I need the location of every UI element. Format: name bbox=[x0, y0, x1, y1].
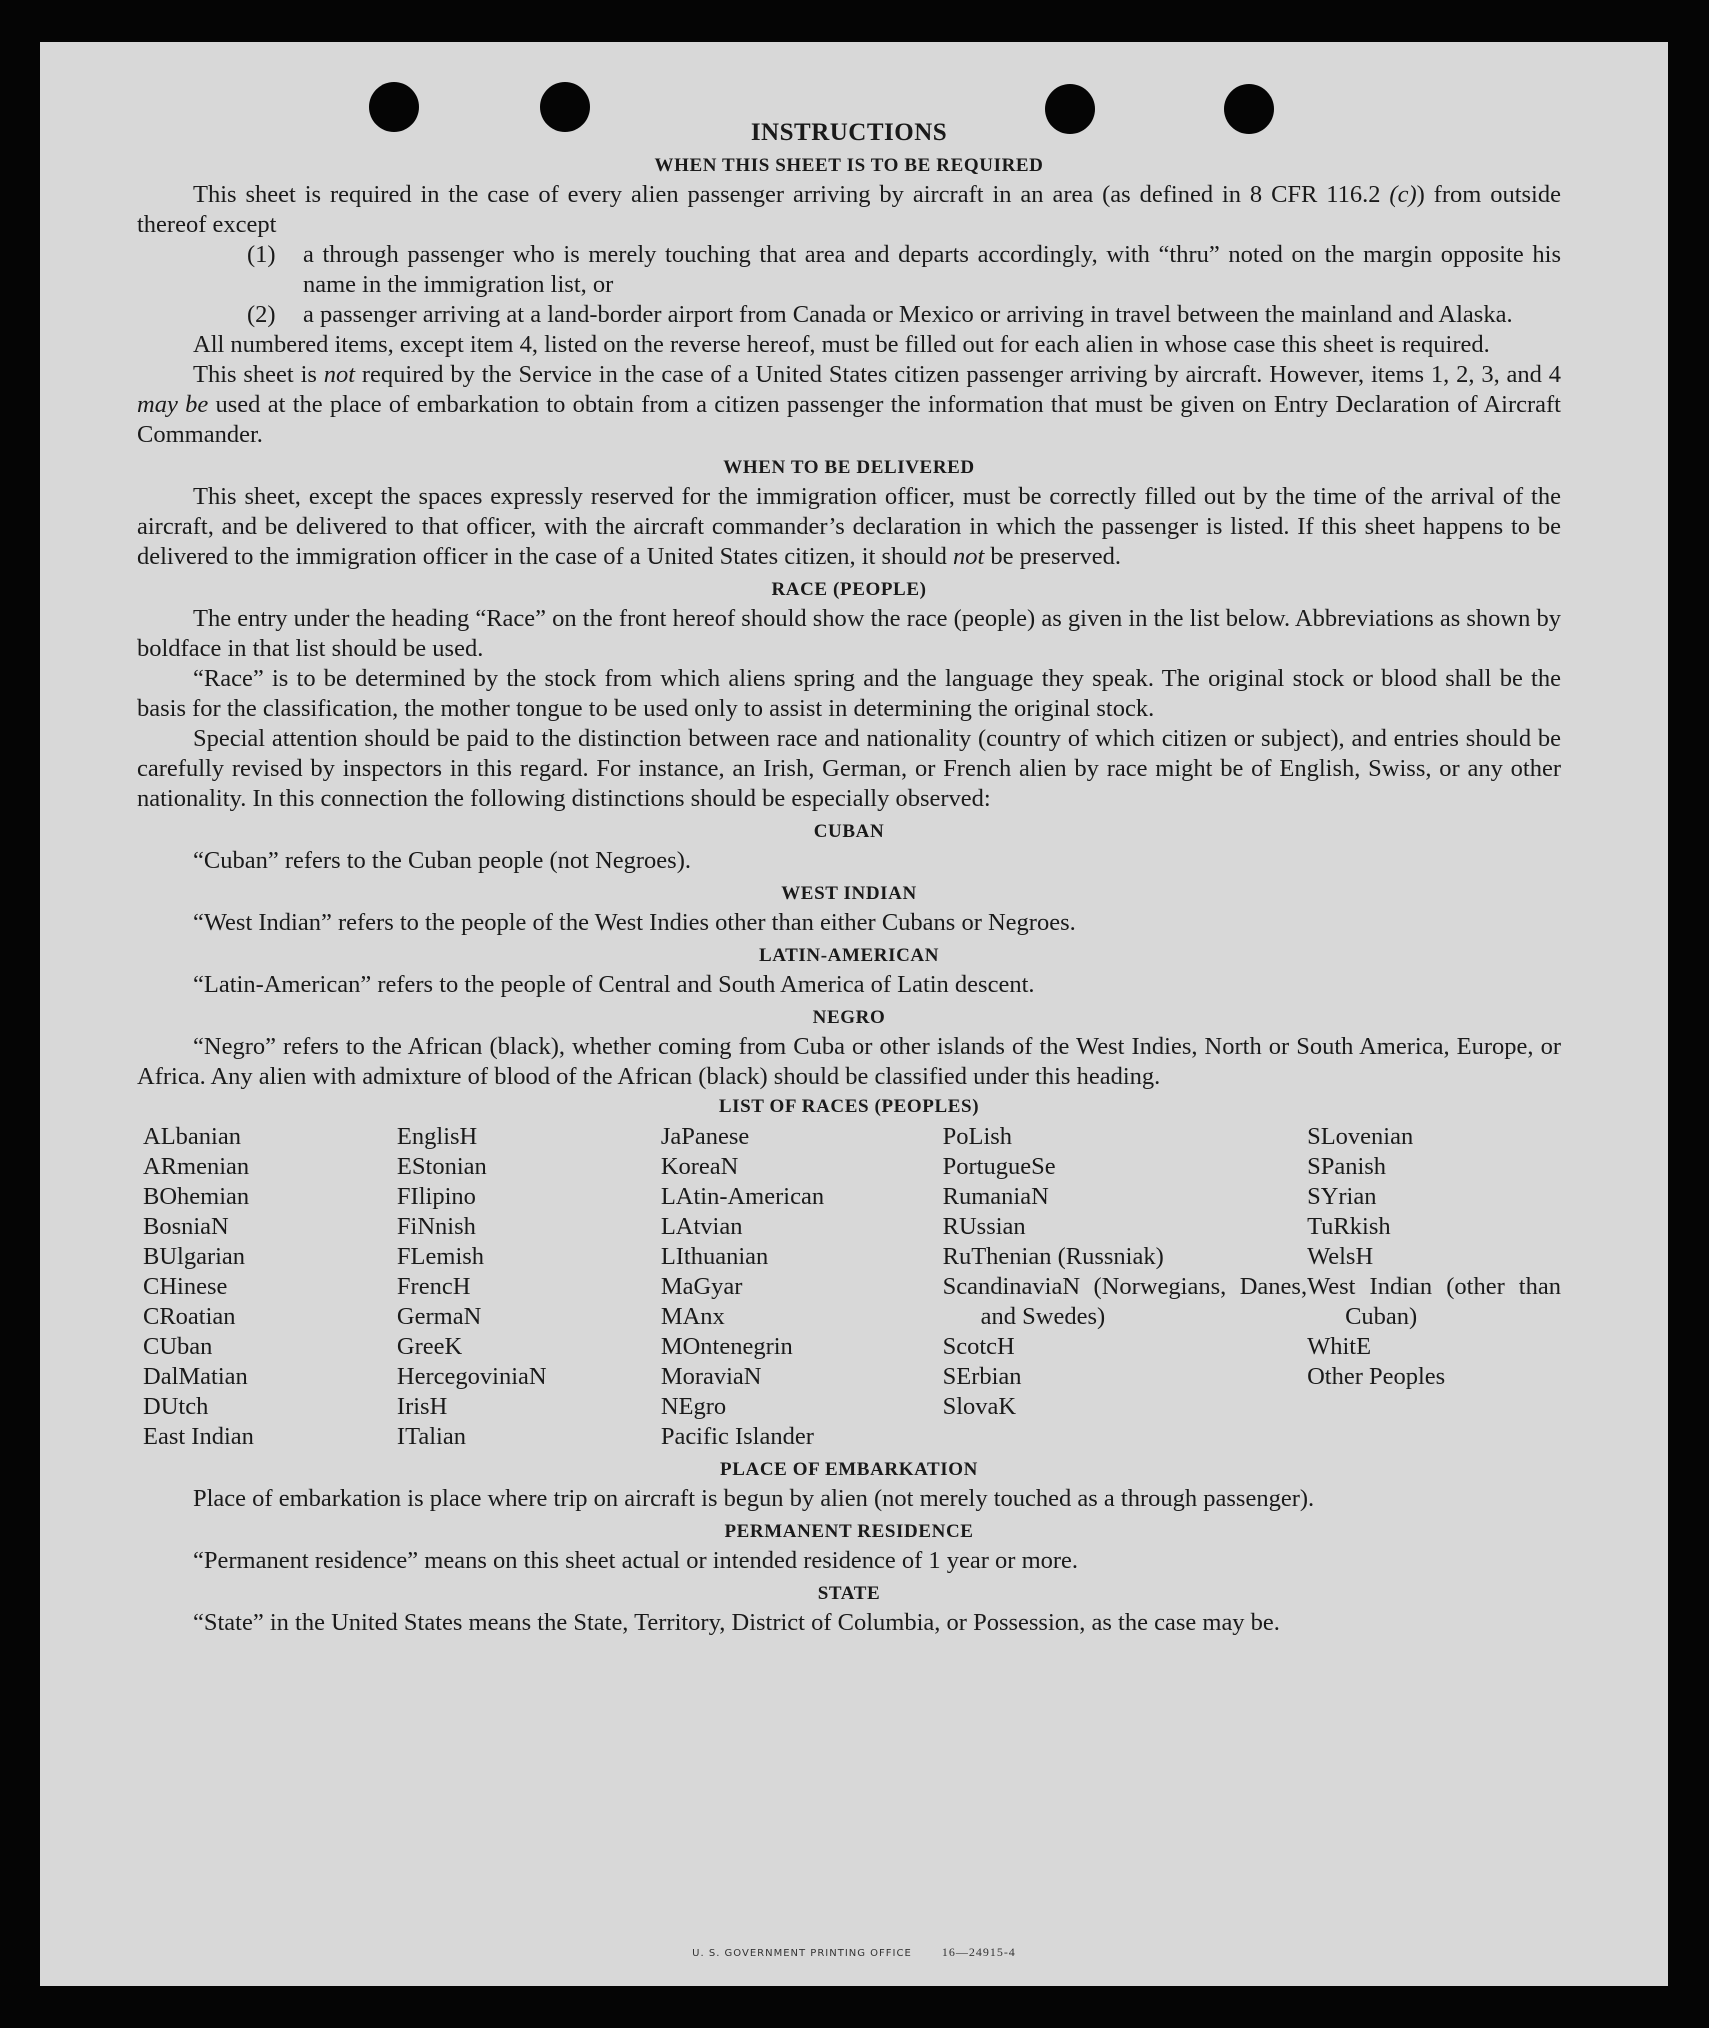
instructions-body bbox=[137, 118, 1561, 1638]
text-segment: be preserved. bbox=[984, 543, 1122, 570]
text-segment: This sheet, except the spaces expressly reserved for the immigration officer, must be correctly filled out by the time of the arrival of the aircraft, and be delivered to that officer, with the aircraft commander’s declaration in which the passenger is listed. If this sheet happens to be delivered to the immigration officer in the case of a United States citizen, it should bbox=[137, 483, 1561, 570]
race-entry: SErbian bbox=[942, 1363, 1022, 1390]
race-entry: FiNnish bbox=[396, 1213, 476, 1240]
race-entry: DalMatian bbox=[143, 1363, 248, 1390]
item-number: (2) bbox=[247, 301, 276, 328]
paragraph bbox=[137, 360, 1561, 450]
race-entry: JaPanese bbox=[660, 1123, 750, 1150]
text-segment: “Latin-American” refers to the people of Central and South America of Latin descent. bbox=[193, 971, 1035, 998]
paragraph bbox=[137, 1484, 1561, 1514]
race-entry: RuThenian (Russniak) bbox=[942, 1243, 1164, 1270]
heading-negro: NEGRO bbox=[812, 1007, 886, 1028]
race-entry: PoLish bbox=[942, 1123, 1013, 1150]
race-entry: EStonian bbox=[396, 1153, 487, 1180]
text-segment: used at the place of embarkation to obtain from a citizen passenger the information that must be given on Entry Declaration of Aircraft Commander. bbox=[137, 391, 1561, 448]
paragraph bbox=[137, 604, 1561, 664]
race-entry: RumaniaN bbox=[942, 1183, 1049, 1210]
race-entry: WelsH bbox=[1307, 1243, 1374, 1270]
race-entry: East Indian bbox=[143, 1423, 254, 1450]
race-entry: BUlgarian bbox=[143, 1243, 246, 1270]
race-entry: SlovaK bbox=[942, 1393, 1017, 1420]
race-entry: LIthuanian bbox=[660, 1243, 769, 1270]
race-entry: ALbanian bbox=[143, 1123, 241, 1150]
race-entry: Other Peoples bbox=[1307, 1363, 1446, 1390]
list-item bbox=[247, 300, 1561, 330]
heading-state: STATE bbox=[817, 1583, 881, 1604]
race-entry: CHinese bbox=[143, 1273, 228, 1300]
item-text: a through passenger who is merely touching that area and departs accordingly, with “thru” noted on the margin opposite his name in the immigration list, or bbox=[303, 241, 1561, 298]
race-entry: FIlipino bbox=[396, 1183, 476, 1210]
race-entry: MOntenegrin bbox=[660, 1333, 793, 1360]
text-segment: The entry under the heading “Race” on the front hereof should show the race (people) as given in the list below. Abbreviations as shown by boldface in that list should be used. bbox=[137, 605, 1561, 662]
race-entry: FLemish bbox=[396, 1243, 485, 1270]
race-entry: TuRkish bbox=[1307, 1213, 1391, 1240]
race-entry: FrencH bbox=[396, 1273, 471, 1300]
race-entry: EnglisH bbox=[396, 1123, 478, 1150]
italic-text: (c) bbox=[1389, 181, 1417, 208]
printer-name: U. S. GOVERNMENT PRINTING OFFICE bbox=[692, 1948, 912, 1959]
races-column bbox=[1307, 1122, 1561, 1452]
race-entry: SPanish bbox=[1307, 1153, 1387, 1180]
list-item bbox=[247, 240, 1561, 300]
race-entry: ARmenian bbox=[143, 1153, 250, 1180]
text-segment: This sheet is required in the case of every alien passenger arriving by aircraft in an area (as defined in 8 CFR 116.2 bbox=[193, 181, 1390, 208]
race-entry: HercegoviniaN bbox=[396, 1363, 547, 1390]
paragraph bbox=[137, 970, 1561, 1000]
race-entry: MAnx bbox=[660, 1303, 725, 1330]
heading-residence: PERMANENT RESIDENCE bbox=[724, 1521, 974, 1542]
race-entry: ITalian bbox=[396, 1423, 466, 1450]
printer-footer bbox=[40, 1945, 1668, 1960]
paragraph bbox=[137, 482, 1561, 572]
race-entry: SYrian bbox=[1307, 1183, 1377, 1210]
race-entry: PortugueSe bbox=[942, 1153, 1056, 1180]
italic-text: not bbox=[952, 543, 985, 570]
italic-text: not bbox=[323, 361, 356, 388]
heading-cuban: CUBAN bbox=[813, 821, 885, 842]
race-entry: CUban bbox=[143, 1333, 213, 1360]
italic-text: may be bbox=[137, 391, 209, 418]
race-entry: West Indian (other than Cuban) bbox=[1307, 1273, 1561, 1330]
heading-race: RACE (PEOPLE) bbox=[771, 579, 927, 600]
race-entry: CRoatian bbox=[143, 1303, 236, 1330]
race-entry: GermaN bbox=[396, 1303, 482, 1330]
races-column bbox=[661, 1122, 943, 1452]
text-segment: “West Indian” refers to the people of the West Indies other than either Cubans or Negroes. bbox=[193, 909, 1076, 936]
heading-list-of-races: LIST OF RACES (PEOPLES) bbox=[718, 1096, 980, 1117]
race-entry: NEgro bbox=[660, 1393, 727, 1420]
race-entry: MoraviaN bbox=[660, 1363, 762, 1390]
text-segment: required by the Service in the case of a United States citizen passenger arriving by aircraft. However, items 1, 2, 3, and 4 bbox=[355, 361, 1561, 388]
text-segment: All numbered items, except item 4, listed on the reverse hereof, must be filled out for each alien in whose case this sheet is required. bbox=[193, 331, 1490, 358]
race-entry: RUssian bbox=[942, 1213, 1026, 1240]
text-segment: Special attention should be paid to the distinction between race and nationality (country of which citizen or subject), and entries should be carefully revised by inspectors in this regard. For instance, an Irish, German, or French alien by race might be of English, Swiss, or any other nationality. In this connection the following distinctions should be especially observed: bbox=[137, 725, 1561, 812]
race-entry: SLovenian bbox=[1307, 1123, 1414, 1150]
heading-delivered: WHEN TO BE DELIVERED bbox=[723, 457, 975, 478]
race-entry: BOhemian bbox=[143, 1183, 250, 1210]
item-text: a passenger arriving at a land-border airport from Canada or Mexico or arriving in travel between the mainland and Alaska. bbox=[303, 301, 1513, 328]
paragraph bbox=[137, 1032, 1561, 1092]
race-entry: LAtin-American bbox=[660, 1183, 825, 1210]
text-segment: ) from outside thereof except bbox=[137, 181, 1561, 238]
paragraph bbox=[137, 664, 1561, 724]
form-code: 16—24915-4 bbox=[941, 1945, 1016, 1959]
race-entry: MaGyar bbox=[660, 1273, 743, 1300]
race-entry: GreeK bbox=[396, 1333, 463, 1360]
paragraph bbox=[137, 908, 1561, 938]
text-segment: “Permanent residence” means on this sheet actual or intended residence of 1 year or more. bbox=[193, 1547, 1079, 1574]
race-entry: DUtch bbox=[143, 1393, 209, 1420]
paragraph bbox=[137, 724, 1561, 814]
race-entry: IrisH bbox=[396, 1393, 448, 1420]
paragraph bbox=[137, 1608, 1561, 1638]
race-entry: ScotcH bbox=[942, 1333, 1015, 1360]
races-column bbox=[143, 1122, 397, 1452]
paragraph bbox=[137, 330, 1561, 360]
heading-west-indian: WEST INDIAN bbox=[781, 883, 917, 904]
heading-required: WHEN THIS SHEET IS TO BE REQUIRED bbox=[654, 155, 1044, 176]
race-entry: WhitE bbox=[1307, 1333, 1372, 1360]
race-entry: KoreaN bbox=[660, 1153, 739, 1180]
races-column bbox=[397, 1122, 661, 1452]
race-entry: BosniaN bbox=[143, 1213, 229, 1240]
text-segment: Place of embarkation is place where trip on aircraft is begun by alien (not merely touched as a through passenger). bbox=[193, 1485, 1315, 1512]
text-segment: “Cuban” refers to the Cuban people (not Negroes). bbox=[193, 847, 691, 874]
paragraph bbox=[137, 1546, 1561, 1576]
item-number: (1) bbox=[247, 241, 276, 268]
text-segment: This sheet is bbox=[193, 361, 324, 388]
text-segment: “Negro” refers to the African (black), whether coming from Cuba or other islands of the West Indies, North or South America, Europe, or Africa. Any alien with admixture of blood of the African (black) should be classified under this heading. bbox=[137, 1033, 1561, 1090]
page-title: INSTRUCTIONS bbox=[750, 119, 948, 146]
paragraph bbox=[137, 846, 1561, 876]
race-entry: Pacific Islander bbox=[660, 1423, 814, 1450]
text-segment: “State” in the United States means the State, Territory, District of Columbia, or Possession, as the case may be. bbox=[193, 1609, 1280, 1636]
races-column bbox=[943, 1122, 1307, 1452]
race-entry: ScandinaviaN (Norwegians, Danes, and Swedes) bbox=[942, 1273, 1308, 1330]
text-segment: “Race” is to be determined by the stock from which aliens spring and the language they speak. The original stock or blood shall be the basis for the classification, the mother tongue to be used only to assist in determining the original stock. bbox=[137, 665, 1561, 722]
paragraph bbox=[137, 180, 1561, 240]
heading-embarkation: PLACE OF EMBARKATION bbox=[720, 1459, 978, 1480]
heading-latin-american: LATIN-AMERICAN bbox=[758, 945, 940, 966]
races-list bbox=[143, 1122, 1561, 1452]
race-entry: LAtvian bbox=[660, 1213, 743, 1240]
